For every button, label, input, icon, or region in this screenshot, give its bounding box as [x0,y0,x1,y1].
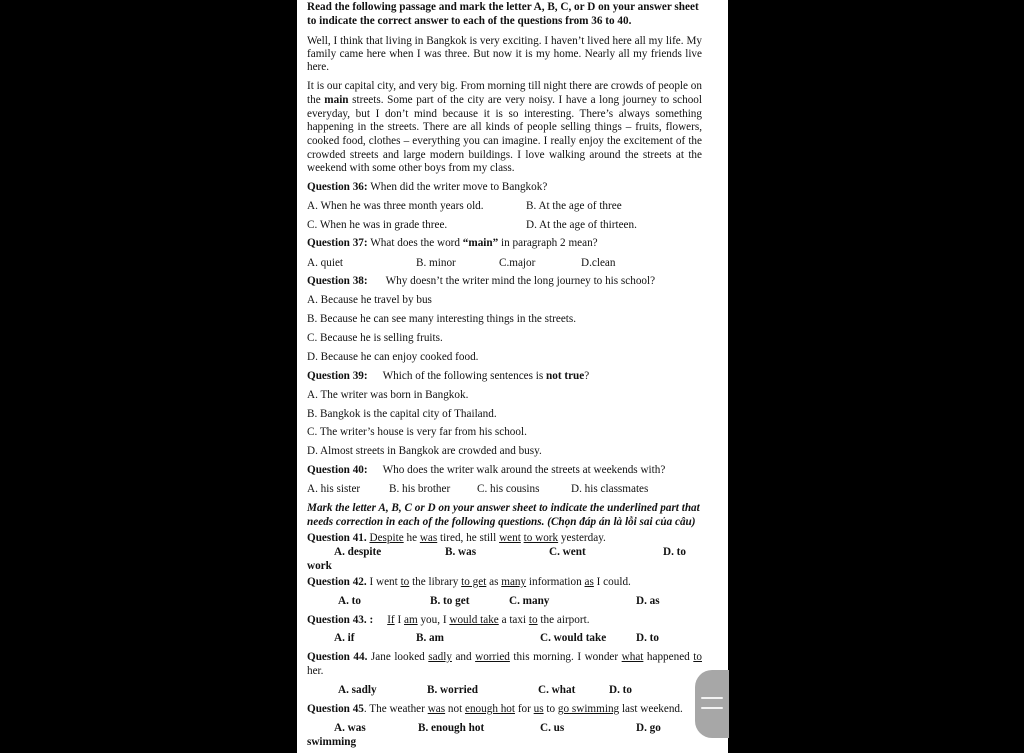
q36-option-b: B. At the age of three [526,200,622,212]
passage-p2-line: It is our capital city, and very big. From morning till night there are crowds of people on [307,80,702,92]
q43-option-a: A. if [334,632,355,644]
q44-option-d: D. to [609,684,632,696]
passage-p2-line: cooked food, clothes – everything you can imagine. I really enjoy the excitement of the [307,135,702,147]
q41-option-c: C. went [549,546,586,558]
q39-option-a: A. The writer was born in Bangkok. [307,389,469,401]
passage-p2-line: everyday, but I don’t mind because it is so interesting. There’s always something [307,108,702,120]
q38-option-d: D. Because he can enjoy cooked food. [307,351,479,363]
passage-p1-line: here. [307,61,330,73]
q42-option-d: D. as [636,595,660,607]
main-word: main [324,94,349,106]
q39-option-b: B. Bangkok is the capital city of Thailand. [307,408,497,420]
q36-option-c: C. When he was in grade three. [307,219,448,231]
q41-option-d: D. to [663,546,686,558]
q44-option-c: C. what [538,684,576,696]
q40-option-c: C. his cousins [477,483,540,495]
q45-option-d: D. go [636,722,661,734]
question-44: Question 44. Jane looked sadly and worried this morning. I wonder what happened to [307,651,702,663]
drag-handle-icon[interactable] [695,670,729,738]
question-38: Question 38: Why doesn’t the writer mind the long journey to his school? [307,275,656,287]
q45-option-a: A. was [334,722,366,734]
q43-option-d: D. to [636,632,659,644]
q36-option-a: A. When he was three month years old. [307,200,484,212]
q43-option-b: B. am [416,632,444,644]
passage-p1-line: Well, I think that living in Bangkok is very exciting. I haven’t lived here all my life. My [307,35,702,47]
handle-line [701,707,723,709]
q45-option-d-wrap: swimming [307,736,357,748]
q37-option-c: C.major [499,257,536,269]
q37-option-b: B. minor [416,257,456,269]
q41-option-d-wrap: work [307,560,332,572]
q40-option-a: A. his sister [307,483,361,495]
passage-p1-line: family came here when I was three. But now it is my home. Nearly all my friends live [307,48,702,60]
q42-option-b: B. to get [430,595,470,607]
q41-option-a: A. despite [334,546,382,558]
q38-option-b: B. Because he can see many interesting things in the streets. [307,313,577,325]
q45-option-b: B. enough hot [418,722,485,734]
q39-option-c: C. The writer’s house is very far from his school. [307,426,527,438]
q38-option-c: C. Because he is selling fruits. [307,332,443,344]
q37-option-a: A. quiet [307,257,344,269]
passage-p2-line: the main streets. Some part of the city are very noisy. I have a long journey to school [307,94,702,106]
question-43: Question 43. : If I am you, I would take a taxi to the airport. [307,614,590,626]
q41-option-b: B. was [445,546,477,558]
passage-p2-line: happening in the streets. There are all kinds of people selling things – fruits, flowers, [307,121,702,133]
instructions-2-line-2: needs correction in each of the following questions. (Chọn đáp án là lỗi sai của câu) [307,516,696,528]
instructions-line-1: Read the following passage and mark the letter A, B, C, or D on your answer sheet [307,1,699,13]
q36-option-d: D. At the age of thirteen. [526,219,637,231]
q40-option-b: B. his brother [389,483,451,495]
q42-option-a: A. to [338,595,361,607]
document-page [297,0,728,753]
handle-line [701,697,723,699]
q44-option-a: A. sadly [338,684,377,696]
q38-option-a: A. Because he travel by bus [307,294,432,306]
question-45: Question 45. The weather was not enough hot for us to go swimming last weekend. [307,703,683,715]
q44-wrap: her. [307,665,324,677]
q40-option-d: D. his classmates [571,483,649,495]
question-42: Question 42. I went to the library to get as many information as I could. [307,576,631,588]
q42-option-c: C. many [509,595,550,607]
q39-option-d: D. Almost streets in Bangkok are crowded and busy. [307,445,542,457]
q44-option-b: B. worried [427,684,478,696]
question-36: Question 36: When did the writer move to Bangkok? [307,181,548,193]
passage-p2-line: crowded streets and large modern buildings. I love walking around the streets at the [307,149,702,161]
question-40: Question 40: Who does the writer walk around the streets at weekends with? [307,464,666,476]
q45-option-c: C. us [540,722,565,734]
question-37: Question 37: What does the word “main” in paragraph 2 mean? [307,237,598,249]
instructions-line-2: to indicate the correct answer to each of the questions from 36 to 40. [307,15,632,27]
instructions-2-line-1: Mark the letter A, B, C or D on your answer sheet to indicate the underlined part that [307,502,700,514]
q37-option-d: D.clean [581,257,616,269]
q43-option-c: C. would take [540,632,607,644]
passage-p2-line: weekend with some other boys from my class. [307,162,515,174]
question-39: Question 39: Which of the following sentences is not true? [307,370,590,382]
question-41: Question 41. Despite he was tired, he still went to work yesterday. [307,532,606,544]
